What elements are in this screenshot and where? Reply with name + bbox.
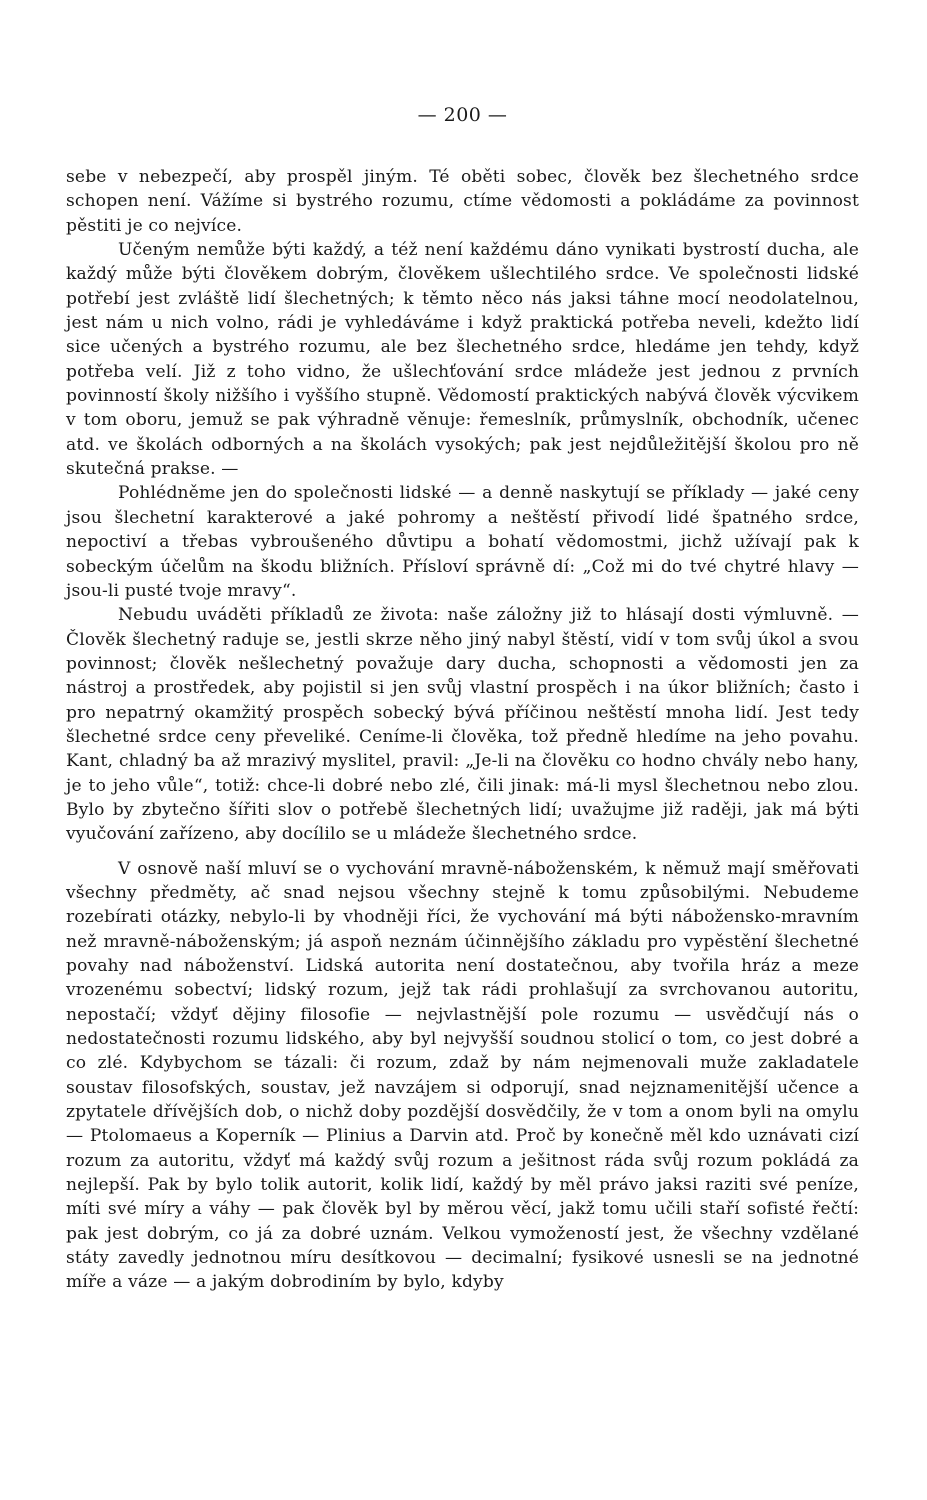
paragraph-4: Nebudu uváděti příkladů ze života: naše záložny již to hlásají dosti výmluvně. — Člověk šlechetný raduje se, jestli skrze něho jiný nabyl štěstí, vidí v tom svůj úkol a svou povinnost; člověk nešlechetný považuje dary ducha, schopnosti a vědomosti jen za nástroj a prostředek, aby pojistil si jen svůj vlastní prospěch i na úkor bližních; často i pro nepatrný okamžitý prospěch sobecký bývá příčinou neštěstí mnoha lidí. Jest tedy šlechetné srdce ceny převeliké. Ceníme-li člověka, tož předně hledíme na jeho povahu. Kant, chladný ba až mrazivý myslitel, pravil: „Je-li na člověku co hodno chvály nebo hany, je to jeho vůle“, totiž: chce-li dobré nebo zlé, čili jinak: má-li mysl šlechetnou nebo zlou. Bylo by zbytečno šířiti slov o potřebě šlechetných lidí; uvažujme již raději, jak má býti vyučování zařízeno, aby docílilo se u mládeže šlechetného srdce. [66, 605, 859, 845]
page-body [66, 165, 859, 1295]
paragraph-3: Pohlédněme jen do společnosti lidské — a denně naskytují se příklady — jaké ceny jsou šlechetní karakterové a jaké pohromy a neštěstí přivodí lidé špatného srdce, nepoctiví a třebas vybroušeného důvtipu a bohatí vědomostmi, jichž užívají pak k sobeckým účelům na škodu bližních. Přísloví správně dí: „Což mi do tvé chytré hlavy — jsou-li pusté tvoje mravy“. [66, 483, 859, 601]
paragraph-5: V osnově naší mluví se o vychování mravně-náboženském, k němuž mají směřovati všechny předměty, ač snad nejsou všechny stejně k tomu způsobilými. Nebudeme rozebírati otázky, nebylo-li by vhodněji říci, že vychování má býti nábožensko-mravním než mravně-náboženským; já aspoň neznám účinnějšího základu pro vypěstění šlechetné povahy nad náboženství. Lidská autorita není dostatečnou, aby tvořila hráz a meze vrozenému sobectví; lidský rozum, jejž tak rádi prohlašují za svrchovanou autoritu, nepostačí; vždyť dějiny filosofie — nejvlastnější pole rozumu — usvědčují nás o nedostatečnosti rozumu lidského, aby byl nejvyšší soudnou stolicí o tom, co jest dobré a co zlé. Kdybychom se tázali: či rozum, zdaž by nám nejmenovali muže zakladatele soustav filosofských, soustav, jež navzájem si odporují, snad nejznamenitější učence a zpytatele dřívějších dob, o nichž doby pozdější dosvědčily, že v tom a onom byli na omylu — Ptolomaeus a Koperník — Plinius a Darvin atd. Proč by konečně měl kdo uznávati cizí rozum za autoritu, vždyť má každý svůj rozum a ješitnost ráda svůj rozum pokládá za nejlepší. Pak by bylo tolik autorit, kolik lidí, každý by měl právo jaksi raziti své peníze, míti své míry a váhy — pak člověk byl by měrou věcí, jakž tomu učili staří sofisté řečtí: pak jest dobrým, co já za dobré uznám. Velkou vymožeností jest, že všechny vzdělané státy zavedly jednotnou míru desítkovou — decimalní; fysikové usnesli se na jednotné míře a váze — a jakým dobrodiním by bylo, kdyby [66, 858, 859, 1293]
paragraph-2: Učeným nemůže býti každý, a též není každému dáno vynikati bystrostí ducha, ale každý může býti člověkem dobrým, člověkem ušlechtilého srdce. Ve společnosti lidské potřebí jest zvláště lidí šlechetných; k těmto něco nás jaksi táhne mocí neodolatelnou, jest nám u nich volno, rádi je vyhledáváme i když praktická potřeba neveli, kdežto lidí sice učených a bystrého rozumu, ale bez šlechetného srdce, hledáme jen tehdy, když potřeba velí. Již z toho vidno, že ušlechťování srdce mládeže jest jednou z prvních povinností školy nižšího i vyššího stupně. Vědomostí praktických nabývá člověk výcvikem v tom oboru, jemuž se pak výhradně věnuje: řemeslník, průmyslník, obchodník, učenec atd. ve školách odborných a na školách vysokých; pak jest nejdůležitější školou pro ně skutečná prakse. — [66, 240, 859, 480]
page-number: — 200 — [417, 104, 508, 126]
paragraph-1: sebe v nebezpečí, aby prospěl jiným. Té oběti sobec, člověk bez šlechetného srdce schopen není. Vážíme si bystrého rozumu, ctíme vědomosti a pokládáme za povinnost pěstiti je co nejvíce. [66, 167, 859, 236]
